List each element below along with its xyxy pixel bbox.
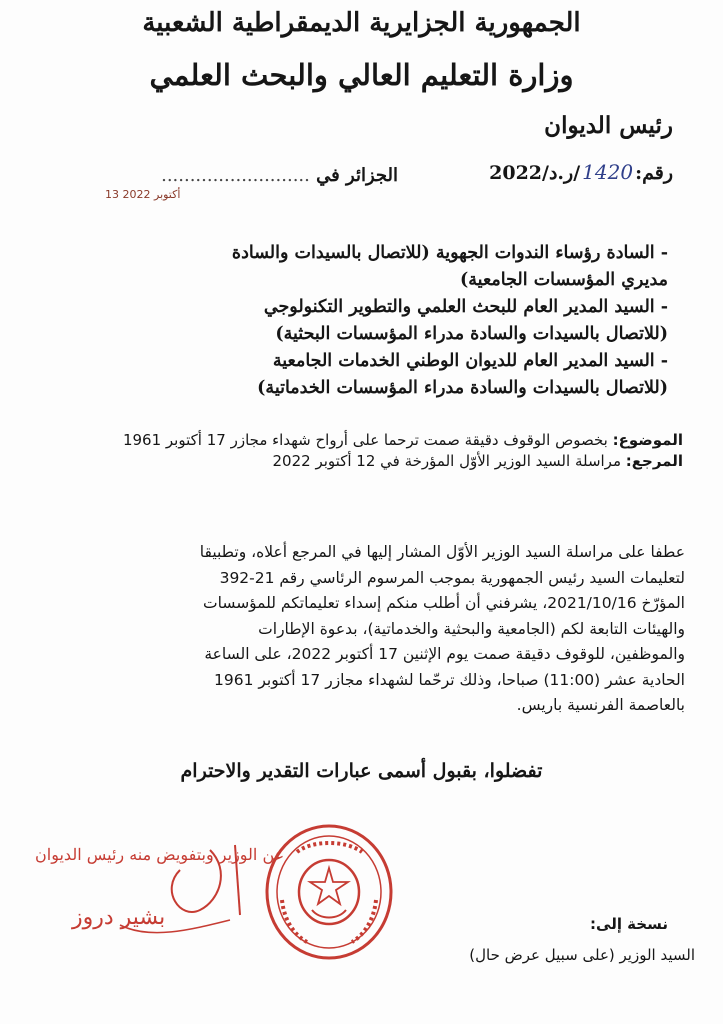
recipient-line: (للاتصال بالسيدات والسادة مدراء المؤسسات البحثية) — [275, 324, 668, 344]
reference-handwritten-number: 1420 — [582, 160, 634, 184]
reference-suffix: /ر.د/2022 — [489, 162, 581, 184]
body-line: الحادية عشر (11:00) صباحا، وذلك ترحّما لشهداء مجازر 17 أكتوبر 1961 — [214, 670, 685, 689]
reference-row — [33, 451, 683, 472]
recipient-line: (للاتصال بالسيدات والسادة مدراء المؤسسات الخدماتية) — [257, 378, 668, 398]
copy-to-label: نسخة إلى: — [590, 915, 668, 933]
signature-name: بشير دروز — [72, 905, 166, 930]
reference-label: المرجع: — [625, 452, 683, 470]
body-line: والموظفين، للوقوف دقيقة صمت يوم الإثنين 17 أكتوبر 2022، على الساعة — [204, 645, 685, 663]
signature-role: عن الوزير وبتفويض منه رئيس الديوان — [35, 845, 285, 864]
closing-formula: تفضلوا، بقبول أسمى عبارات التقدير والاحترام — [180, 760, 543, 782]
date-dots: .......................... — [161, 165, 310, 186]
date-stamp: 13 أكتوبر 2022 — [105, 188, 181, 201]
place-date-line — [58, 165, 398, 186]
recipient-line: - السيد المدير العام للبحث العلمي والتطوير التكنولوجي — [263, 297, 668, 317]
subject-text: بخصوص الوقوف دقيقة صمت ترحما على أرواح شهداء مجازر 17 أكتوبر 1961 — [122, 431, 608, 449]
body-line: بالعاصمة الفرنسية باريس. — [516, 696, 685, 714]
body-line: المؤرّخ 2021/10/16، يشرفني أن أطلب منكم إسداء تعليماتكم للمؤسسات — [203, 594, 685, 612]
recipients-list — [58, 240, 668, 402]
reference-number — [489, 160, 673, 184]
reference-prefix: رقم: — [635, 162, 673, 184]
recipient-line: مديري المؤسسات الجامعية) — [460, 270, 668, 290]
reference-text: مراسلة السيد الوزير الأوّل المؤرخة في 12 أكتوبر 2022 — [272, 452, 621, 470]
ministry-heading: وزارة التعليم العالي والبحث العلمي — [149, 58, 574, 92]
official-seal-icon — [262, 820, 397, 965]
body-line: والهيئات التابعة لكم (الجامعية والبحثية والخدماتية)، بدعوة الإطارات — [258, 619, 685, 638]
place-label: الجزائر في — [316, 165, 398, 186]
subject-block — [33, 430, 683, 472]
issuer-title: رئيس الديوان — [544, 112, 673, 139]
republic-heading: الجمهورية الجزايرية الديمقراطية الشعبية — [142, 8, 581, 38]
recipient-line: - السادة رؤساء الندوات الجهوية (للاتصال بالسيدات والسادة — [231, 243, 668, 263]
body-line: عطفا على مراسلة السيد الوزير الأوّل المشار إليها في المرجع أعلاه، وتطبيقا — [199, 543, 685, 561]
letter-body — [35, 540, 685, 719]
recipient-line: - السيد المدير العام للديوان الوطني الخدمات الجامعية — [272, 351, 668, 371]
copy-to-entry: السيد الوزير (على سبيل عرض حال) — [469, 946, 695, 964]
subject-label: الموضوع: — [612, 431, 683, 449]
subject-row — [33, 430, 683, 451]
body-line: لتعليمات السيد رئيس الجمهورية بموجب المرسوم الرئاسي رقم 21-392 — [219, 568, 685, 587]
